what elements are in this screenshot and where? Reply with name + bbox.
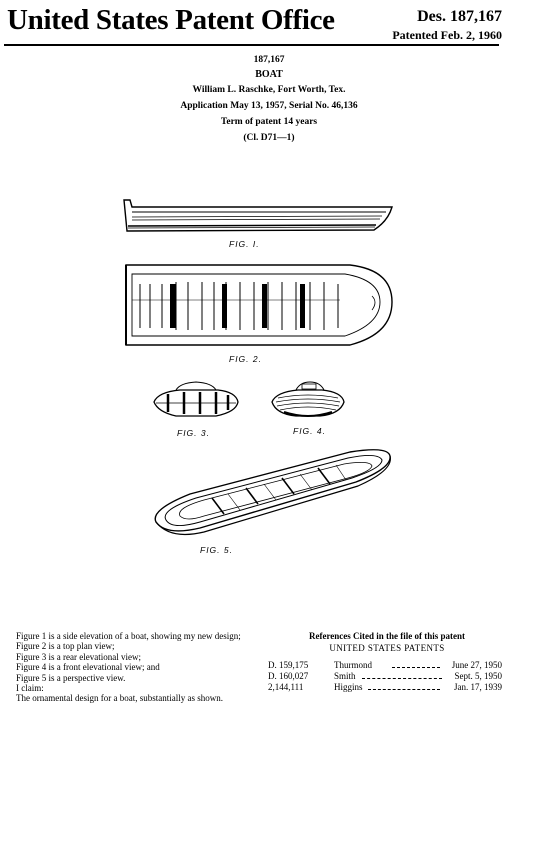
description-line: Figure 5 is a perspective view. [16, 672, 126, 683]
leader-dots [362, 671, 442, 679]
references-cited [262, 631, 512, 693]
description-line: Figure 1 is a side elevation of a boat, showing my new design; [16, 631, 241, 641]
patent-number: 187,167 [253, 55, 285, 65]
reference-number: 2,144,111 [268, 682, 304, 692]
reference-date: June 27, 1950 [451, 660, 502, 670]
patented-date: Patented Feb. 2, 1960 [392, 28, 502, 42]
reference-number: D. 159,175 [268, 660, 309, 670]
references-subheading: UNITED STATES PATENTS [329, 643, 445, 653]
description-line: Figure 3 is a rear elevational view; [16, 651, 141, 662]
fig4-front-elevation-drawing [272, 382, 344, 416]
term-line: Term of patent 14 years [220, 117, 318, 127]
design-number: Des. 187,167 [417, 8, 502, 25]
reference-row [262, 682, 512, 693]
fig1-side-elevation-drawing [124, 200, 392, 231]
description-line: Figure 2 is a top plan view; [16, 641, 115, 652]
reference-row [262, 671, 512, 682]
classification-line: (Cl. D71—1) [243, 133, 295, 143]
figure-description [6, 631, 248, 704]
fig5-perspective-drawing [155, 450, 390, 535]
reference-name: Higgins [334, 682, 363, 692]
reference-date: Jan. 17, 1939 [454, 682, 502, 692]
fig3-rear-elevation-drawing [154, 382, 238, 416]
application-line: Application May 13, 1957, Serial No. 46,136 [180, 101, 358, 111]
fig2-label: FIG. 2. [229, 354, 262, 364]
references-heading: References Cited in the file of this patent [308, 631, 466, 641]
fig5-label: FIG. 5. [200, 545, 233, 555]
leader-dots [392, 660, 440, 668]
claim-text: The ornamental design for a boat, substantially as shown. [16, 693, 223, 704]
reference-number: D. 160,027 [268, 671, 309, 681]
fig1-label: FIG. I. [229, 239, 260, 249]
reference-name: Smith [334, 671, 356, 681]
fig3-label: FIG. 3. [177, 428, 210, 438]
reference-name: Thurmond [334, 660, 372, 670]
reference-row [262, 660, 512, 671]
fig4-label: FIG. 4. [293, 426, 326, 436]
description-line: Figure 4 is a front elevational view; and [16, 662, 160, 673]
claim-label: I claim: [16, 683, 44, 694]
inventor-line: William L. Raschke, Fort Worth, Tex. [192, 85, 346, 95]
patent-title: BOAT [255, 69, 283, 80]
fig2-top-plan-drawing [126, 265, 392, 345]
office-title: United States Patent Office [7, 4, 335, 36]
leader-dots [368, 682, 440, 690]
reference-date: Sept. 5, 1950 [454, 671, 502, 681]
